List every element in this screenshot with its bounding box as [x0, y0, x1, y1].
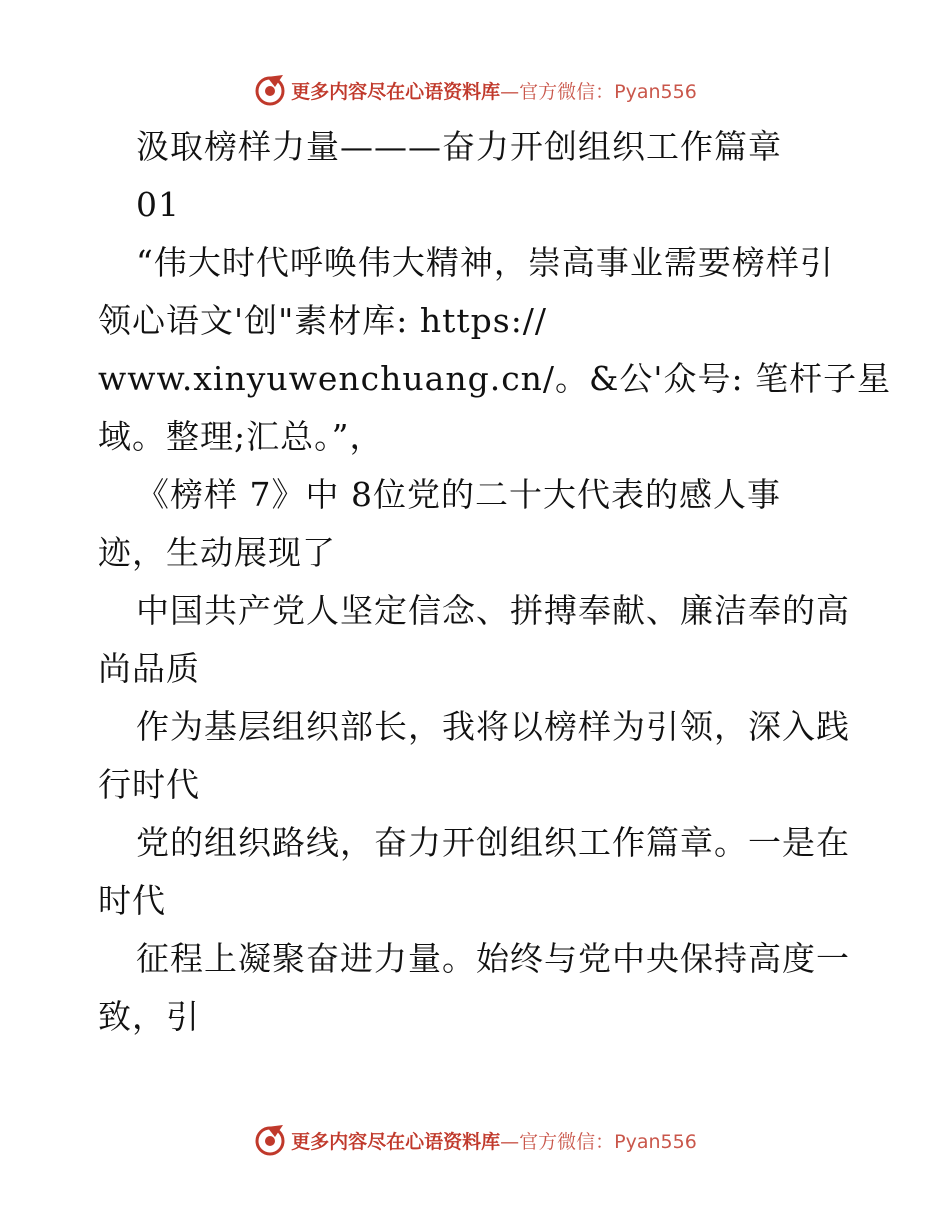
text-line: 领心语文'创"素材库: https:// — [98, 301, 548, 340]
text-line: 迹，生动展现了 — [98, 533, 336, 572]
footer-banner — [0, 1120, 950, 1160]
text-line: 征程上凝聚奋进力量。始终与党中央保持高度一 — [136, 939, 850, 978]
text-line: 行时代 — [98, 765, 200, 804]
text-line: 汲取榜样力量———奋力开创组织工作篇章 — [136, 127, 782, 166]
pen-logo-icon — [253, 73, 287, 107]
text-line: www.xinyuwenchuang.cn/。&公'众号: 笔杆子星 — [98, 359, 892, 398]
banner-contact: —官方微信：Pyan556 — [500, 1130, 697, 1153]
text-line: 《榜样 7》中 8位党的二十大代表的感人事 — [136, 475, 781, 514]
banner-title: 更多内容尽在心语资料库 — [291, 80, 501, 103]
document-body — [98, 118, 892, 1046]
text-line: 中国共产党人坚定信念、拼搏奉献、廉洁奉的高 — [136, 591, 850, 630]
text-line: 01 — [136, 185, 180, 224]
pen-logo-icon — [253, 1123, 287, 1157]
header-banner — [0, 70, 950, 110]
text-line: 致，引 — [98, 997, 200, 1036]
banner-title: 更多内容尽在心语资料库 — [291, 1130, 501, 1153]
text-line: 尚品质 — [98, 649, 200, 688]
text-line: 作为基层组织部长，我将以榜样为引领，深入践 — [136, 707, 850, 746]
text-line: 党的组织路线，奋力开创组织工作篇章。一是在 — [136, 823, 850, 862]
text-line: 时代 — [98, 881, 166, 920]
text-line: “伟大时代呼唤伟大精神，崇高事业需要榜样引 — [136, 243, 834, 282]
banner-contact: —官方微信：Pyan556 — [500, 80, 697, 103]
text-line: 域。整理;汇总。”， — [98, 417, 384, 456]
